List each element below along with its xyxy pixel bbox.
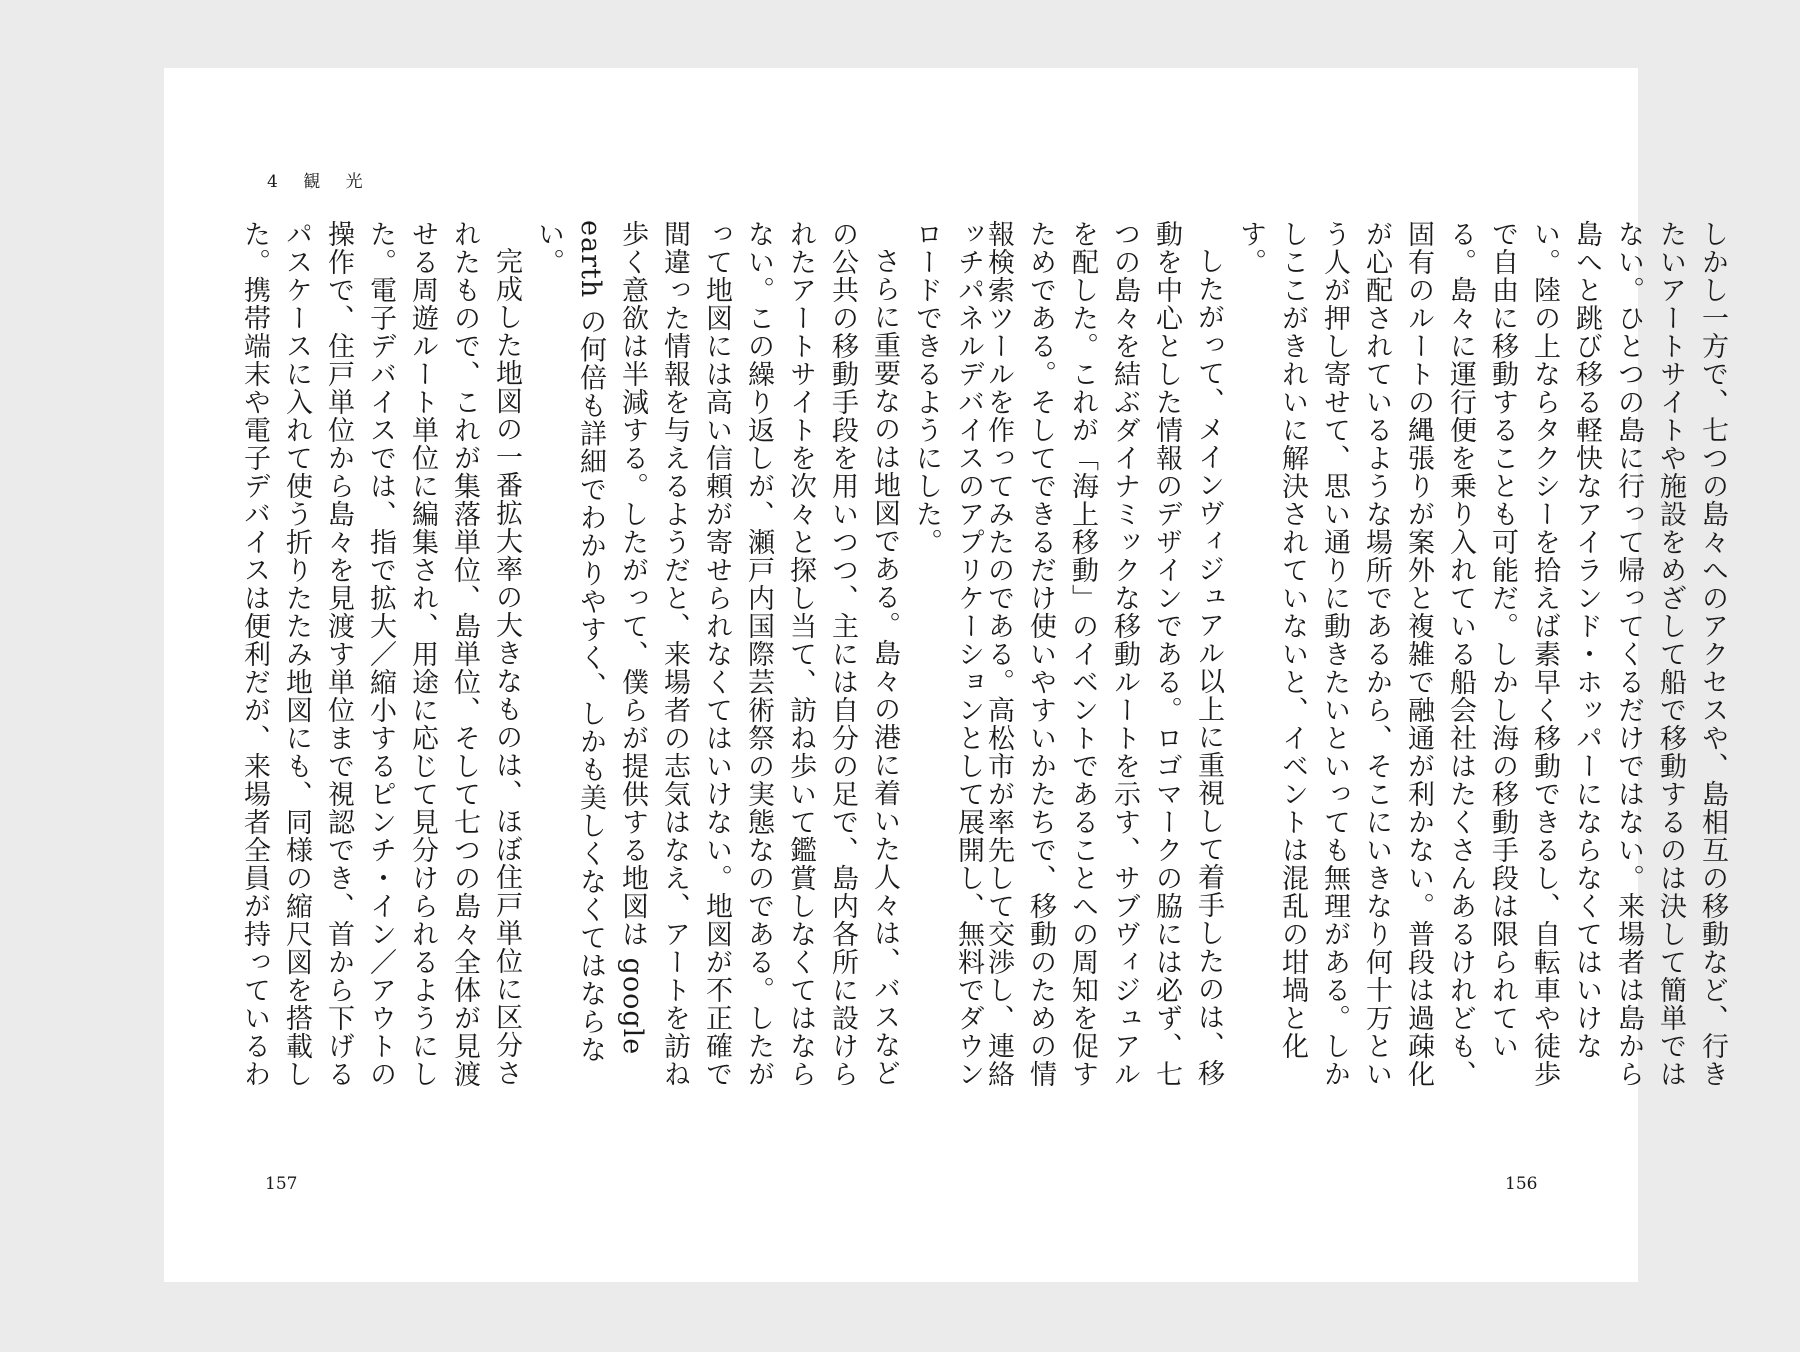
book-spread (164, 68, 1728, 1282)
page-number-157: 157 (265, 1174, 298, 1194)
page-156-text (981, 220, 1733, 1090)
page-157-paragraph-1: ッチパネルデバイスのアプリケーションとして展開し、無料でダウンロードできるようにした。 (911, 220, 984, 1088)
page-156-paragraph-2: したがって、メインヴィジュアル以上に重視して着手したのは、移動を中心とした情報のデザインである。ロゴマークの脇には必ず、七つの島々を結ぶダイナミックな移動ルートを示す、サブヴィジュアルを配した。これが「海上移動」のイベントであることへの周知を促すためである。そしてできるだけ使いやすいかたちで、移動のための情報検索ツールを作ってみたのである。高松市が率先して交渉し、連絡 (983, 220, 1224, 1088)
page-157-paragraph-3: 完成した地図の一番拡大率の大きなものは、ほぼ住戸単位に区分されたもので、これが集落単位、島単位、そして七つの島々全体が見渡せる周遊ルート単位に編集され、用途に応じて見分けられるようにした。電子デバイスでは、指で拡大／縮小するピンチ・イン／アウトの操作で、住戸単位から島々を見渡す単位まで視認でき、首から下げるパスケースに入れて使う折りたたみ地図にも、同様の縮尺図を搭載した。携帯端末や電子デバイスは便利だが、来場者全員が持っているわ (239, 220, 522, 1088)
page-156-paragraph-1: しかし一方で、七つの島々へのアクセスや、島相互の移動など、行きたいアートサイトや施設をめざして船で移動するのは決して簡単ではない。ひとつの島に行って帰ってくるだけではない。来場者は島から島へと跳び移る軽快なアイランド・ホッパーにならなくてはいけない。陸の上ならタクシーを拾えば素早く移動できるし、自転車や徒歩で自由に移動することも可能だ。しかし海の移動手段は限られている。島々に運行便を乗り入れている船会社はたくさんあるけれども、固有のルートの縄張りが案外と複雑で融通が利かない。普段は過疎化が心配されているような場所であるから、そこにいきなり何十万という人が押し寄せて、思い通りに動きたいといっても無理がある。しかしここがきれいに解決されていないと、イベントは混乱の坩堝と化す。 (1235, 220, 1728, 1088)
page-157-paragraph-2: さらに重要なのは地図である。島々の港に着いた人々は、バスなどの公共の移動手段を用いつつ、主には自分の足で、島内各所に設けられたアートサイトを次々と探し当て、訪ね歩いて鑑賞しなくてはならない。この繰り返しが、瀬戸内国際芸術祭の実態なのである。したがって地図には高い信頼が寄せられなくてはいけない。地図が不正確で間違った情報を与えるようだと、来場者の志気はなえ、アートを訪ね歩く意欲は半減する。したがって、僕らが提供する地図は google earth の何倍も詳細でわかりやすく、しかも美しくなくてはならない。 (533, 220, 900, 1088)
page-number-156: 156 (1505, 1174, 1538, 1194)
page-157-text (237, 220, 989, 1090)
running-head: 4 観 光 (267, 172, 373, 192)
